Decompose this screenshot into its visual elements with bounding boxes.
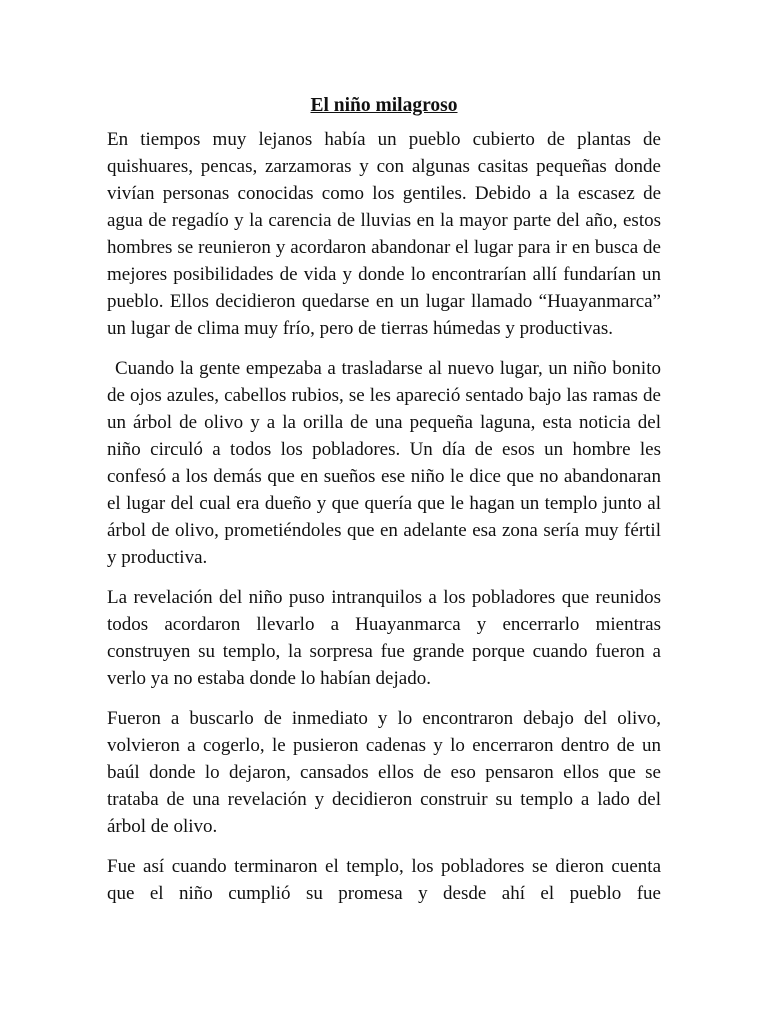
document-body [107,92,661,920]
paragraph-4: Fueron a buscarlo de inmediato y lo encontraron debajo del olivo, volvieron a cogerlo, le pusieron cadenas y lo encerraron dentro de un baúl donde lo dejaron, cansados ellos de eso pensaron ellos que se trataba de una revelación y decidieron construir su templo a lado del árbol de olivo. [107,708,661,837]
document-title: El niño milagroso [310,95,458,116]
paragraph-5: Fue así cuando terminaron el templo, los pobladores se dieron cuenta que el niño cumplió su promesa y desde ahí el pueblo fue [107,856,661,904]
paragraph-3: La revelación del niño puso intranquilos a los pobladores que reunidos todos acordaron llevarlo a Huayanmarca y encerrarlo mientras construyen su templo, la sorpresa fue grande porque cuando fueron a verlo ya no estaba donde lo habían dejado. [107,587,661,689]
paragraph-2: Cuando la gente empezaba a trasladarse al nuevo lugar, un niño bonito de ojos azules, cabellos rubios, se les apareció sentado bajo las ramas de un árbol de olivo y a la orilla de una pequeña laguna, esta noticia del niño circuló a todos los pobladores. Un día de esos un hombre les confesó a los demás que en sueños ese niño le dice que no abandonaran el lugar del cual era dueño y que quería que le hagan un templo junto al árbol de olivo, prometiéndoles que en adelante esa zona sería muy fértil y productiva. [107,358,661,568]
paragraph-1: En tiempos muy lejanos había un pueblo cubierto de plantas de quishuares, pencas, zarzamoras y con algunas casitas pequeñas donde vivían personas conocidas como los gentiles. Debido a la escasez de agua de regadío y la carencia de lluvias en la mayor parte del año, estos hombres se reunieron y acordaron abandonar el lugar para ir en busca de mejores posibilidades de vida y donde lo encontrarían allí fundarían un pueblo. Ellos decidieron quedarse en un lugar llamado “Huayanmarca” un lugar de clima muy frío, pero de tierras húmedas y productivas. [107,129,661,339]
